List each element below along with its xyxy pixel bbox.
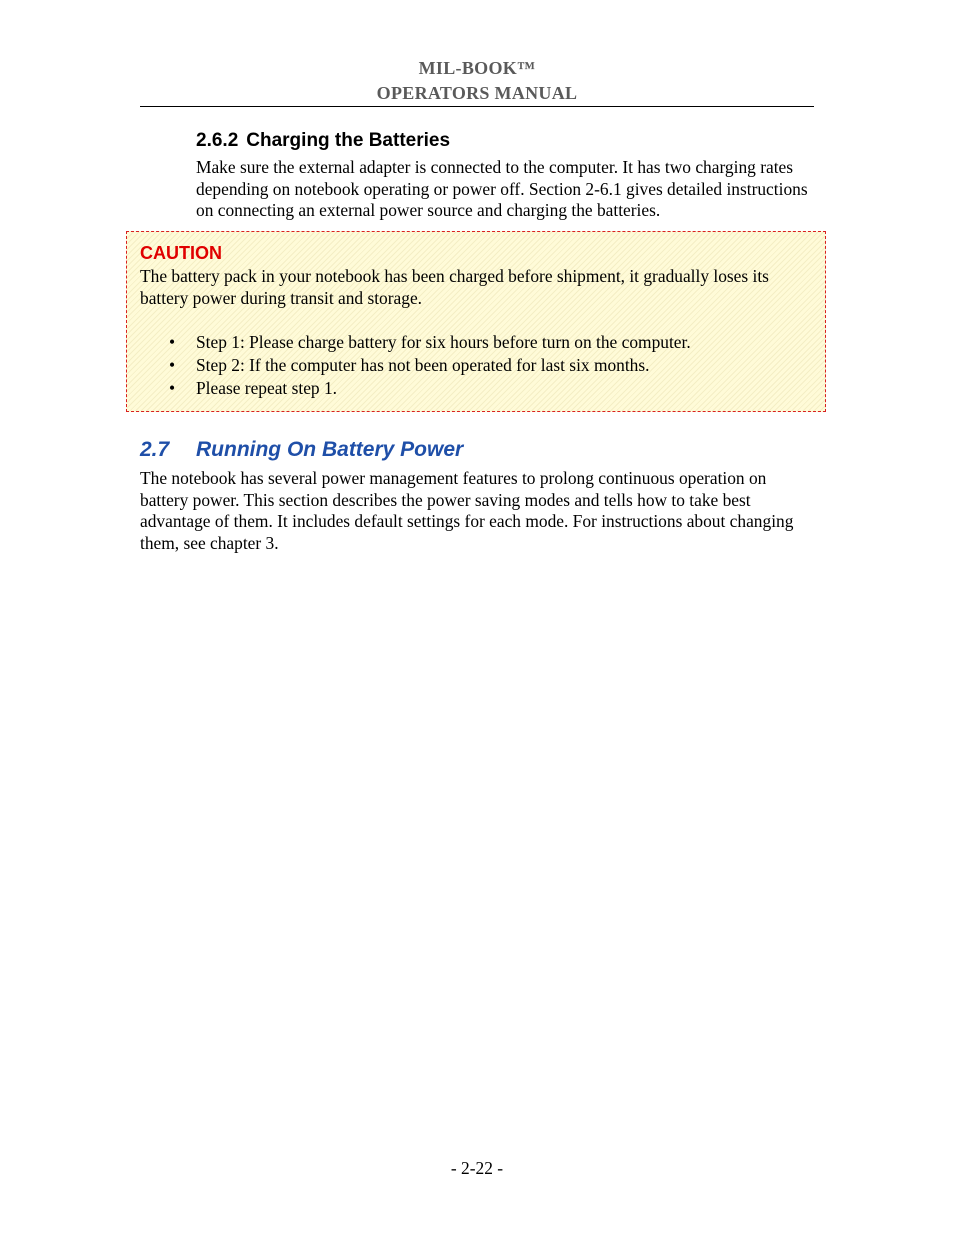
header-product-name: MIL-BOOK™: [418, 58, 536, 78]
list-item: [167, 354, 691, 377]
section-title: Running On Battery Power: [196, 438, 464, 461]
bullet-icon: •: [169, 332, 176, 352]
header-divider: [140, 106, 814, 107]
page-number: - 2-22 -: [450, 1158, 504, 1178]
list-item-text: Step 1: Please charge battery for six hours before turn on the computer.: [196, 332, 691, 352]
section-number: 2.6.2: [196, 130, 239, 151]
bullet-icon: •: [169, 354, 176, 375]
list-item: [167, 377, 691, 400]
battery-power-paragraph: The notebook has several power management features to prolong continuous operation on battery power. This section describes the power saving modes and tells how to take best advantage of them. It includes default settings for each mode. For instructions about changing them, see chapter 3.: [140, 468, 794, 553]
running-header: [140, 56, 814, 106]
section-heading-charging: [196, 130, 450, 152]
caution-steps-list: [167, 331, 691, 399]
list-item-text: Please repeat step 1.: [196, 377, 338, 398]
list-item-text: Step 2: If the computer has not been operated for last six months.: [196, 354, 650, 375]
list-item: [167, 331, 691, 354]
caution-box: [126, 231, 826, 412]
section-number: 2.7: [140, 438, 170, 461]
bullet-icon: •: [169, 377, 176, 398]
charging-paragraph: Make sure the external adapter is connected to the computer. It has two charging rates depending on notebook operating or power off. Section 2-6.1 gives detailed instructions on connecting an external power source and charging the batteries.: [196, 157, 808, 220]
section-title: Charging the Batteries: [246, 130, 451, 151]
caution-text: The battery pack in your notebook has been charged before shipment, it gradually loses its battery power during transit and storage.: [140, 266, 769, 308]
section-heading-battery-power: [140, 437, 463, 463]
caution-title: CAUTION: [140, 243, 222, 263]
header-manual-title: OPERATORS MANUAL: [376, 83, 578, 103]
